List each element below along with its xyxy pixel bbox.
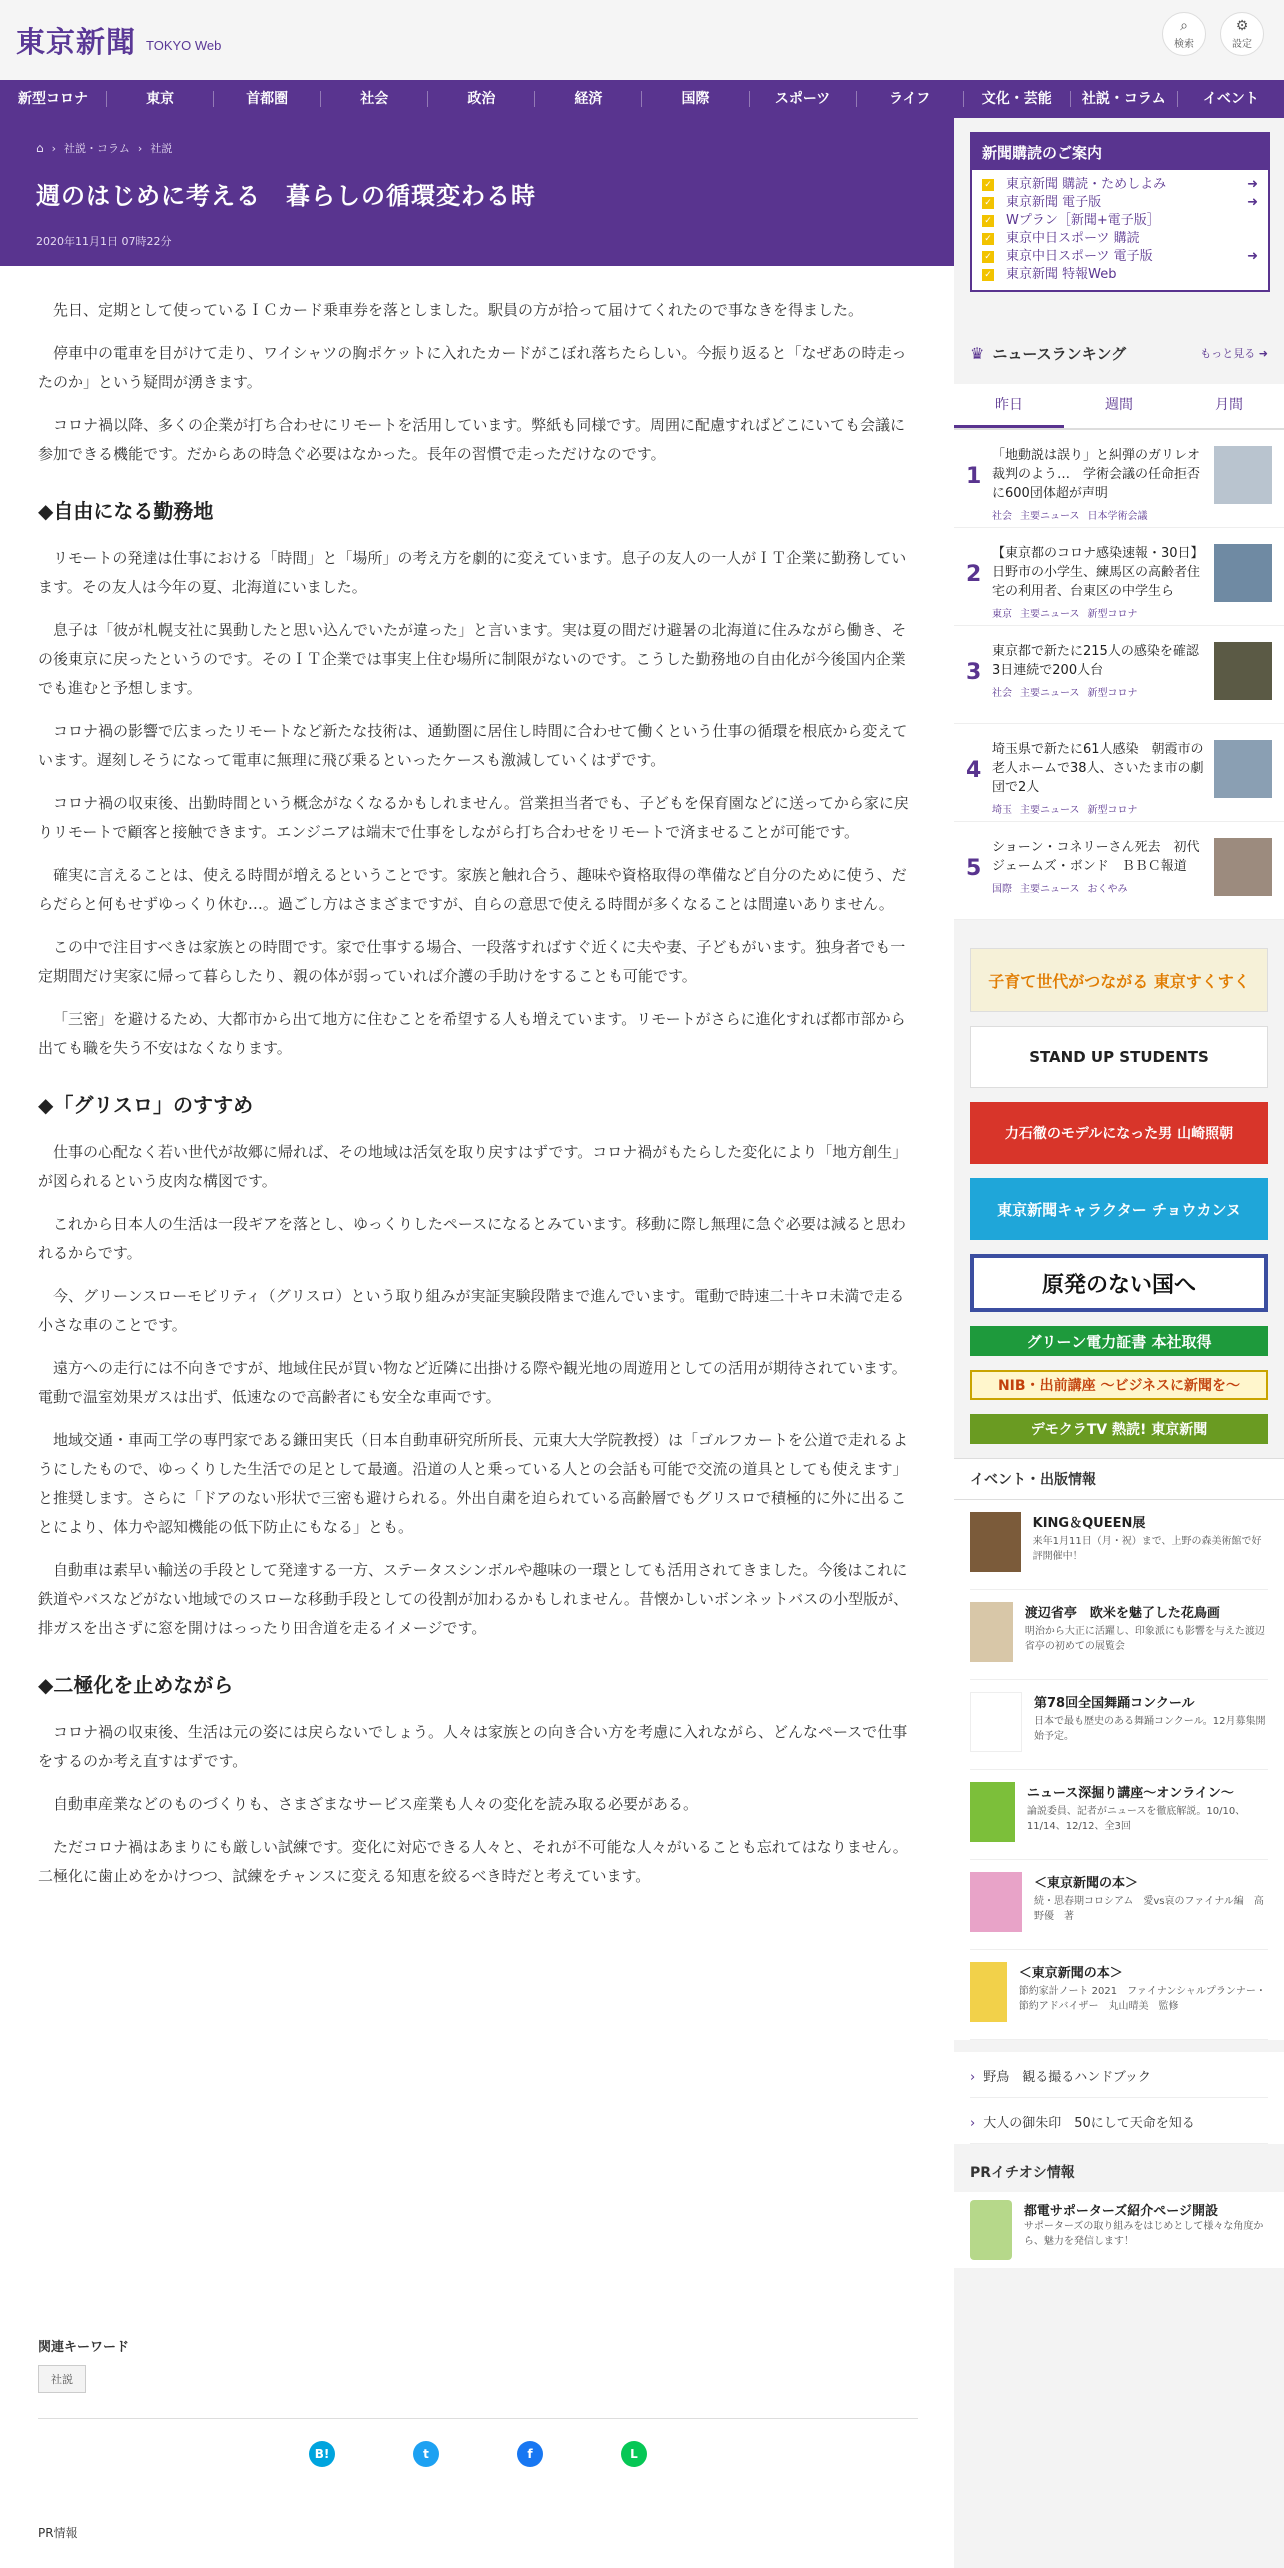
nav-item-culture[interactable]: 文化・芸能 bbox=[964, 91, 1071, 107]
ranking-item[interactable] bbox=[954, 528, 1284, 626]
subscribe-link[interactable]: ✓ 東京新聞 購読・ためしよみ ➜ bbox=[982, 176, 1258, 194]
section-heading: ◆二極化を止めながら bbox=[38, 1673, 234, 1697]
search-button[interactable]: ⌕ 検索 bbox=[1162, 12, 1206, 56]
breadcrumb: ⌂ › 社説・コラム › 社説 bbox=[36, 141, 173, 155]
section-heading: ◆自由になる勤務地 bbox=[38, 499, 214, 523]
nav-item-politics[interactable]: 政治 bbox=[428, 91, 535, 107]
ranking-item[interactable] bbox=[954, 430, 1284, 528]
check-icon: ✓ bbox=[982, 269, 994, 281]
search-icon: ⌕ bbox=[1180, 17, 1188, 34]
paragraph: この中で注目すべきは家族との時間です。家で仕事する場合、一段落すればすぐ近くに夫や妻、子どもがいます。独身者でも一定期間だけ実家に帰って暮らしたり、親の体が弱っていれば介護の手助けをすることも可能です。 bbox=[38, 938, 906, 985]
tag[interactable]: 社会 bbox=[992, 511, 1012, 522]
subscribe-link[interactable]: ✓ 東京中日スポーツ 電子版 ➜ bbox=[982, 248, 1258, 266]
subscribe-box bbox=[970, 132, 1270, 292]
check-icon: ✓ bbox=[982, 197, 994, 209]
ranking-header bbox=[954, 340, 1284, 366]
paragraph: 地域交通・車両工学の専門家である鎌田実氏（日本自動車研究所所長、元東大大学院教授）は「ゴルフカートを公道で走れるようにしたもので、ゆっくりした生活での足として最適。沿道の人と乗っている人との会話も可能で交流の道具としても使えます」と推奨します。さらに「ドアのない形状で三密も避けられる。外出自粛を迫られている高齢層でもグリスロで積極的に外に出ることにより、体力や認知機能の低下防止にもなる」とも。 bbox=[38, 1431, 908, 1536]
main-content bbox=[0, 266, 954, 2568]
line-share-icon[interactable]: L bbox=[621, 2441, 647, 2467]
page-title: 週のはじめに考える 暮らしの循環変わる時 bbox=[36, 182, 536, 210]
settings-button[interactable]: ⚙ 設定 bbox=[1220, 12, 1264, 56]
global-nav bbox=[0, 80, 1284, 118]
chevron-right-icon: › bbox=[970, 2116, 976, 2131]
rank-headline: 東京都で新たに215人の感染を確認 3日連続で200人台 bbox=[992, 644, 1212, 678]
event-item[interactable]: KING＆QUEEN展 来年1月11日（月・祝）まで、上野の森美術館で好評開催中！ bbox=[970, 1500, 1268, 1590]
nav-item-economy[interactable]: 経済 bbox=[535, 91, 642, 107]
banner-chokannu[interactable]: 東京新聞キャラクター チョウカンヌ bbox=[970, 1178, 1268, 1240]
banner-democra-tv[interactable]: デモクラTV 熱読! 東京新聞 bbox=[970, 1414, 1268, 1444]
breadcrumb-item[interactable]: 社説 bbox=[150, 142, 173, 155]
pr-label: PR情報 bbox=[38, 2526, 78, 2540]
login-arrow-icon: ➜ bbox=[1247, 177, 1258, 192]
tab-daily[interactable]: 昨日 bbox=[954, 384, 1064, 428]
banner-green-power[interactable]: グリーン電力証書 本社取得 bbox=[970, 1326, 1268, 1356]
home-icon[interactable]: ⌂ bbox=[36, 141, 44, 155]
tag[interactable]: 社会 bbox=[992, 688, 1012, 699]
banner-sukusuku[interactable]: 子育て世代がつながる 東京すくすく bbox=[970, 948, 1268, 1012]
tag[interactable]: 日本学術会議 bbox=[1087, 511, 1148, 522]
rank-number: 2 bbox=[966, 562, 982, 587]
nav-item-society[interactable]: 社会 bbox=[321, 91, 428, 107]
rank-thumbnail bbox=[1214, 838, 1272, 896]
paragraph: 今、グリーンスローモビリティ（グリスロ）という取り組みが実証実験段階まで進んでいます。電動で時速二十キロ未満で走る小さな車のことです。 bbox=[38, 1287, 905, 1334]
article-hero bbox=[0, 118, 954, 266]
facebook-share-icon[interactable]: f bbox=[517, 2441, 543, 2467]
site-header bbox=[0, 0, 1284, 80]
paragraph: 自動車は素早い輸送の手段として発達する一方、ステータスシンボルや趣味の一環としても活用されてきました。今後はこれに鉄道やバスなどがない地域でのスローな移動手段としての役割が加わるかもしれません。昔懐かしいボンネットバスの小型版が、排ガスを出さずに窓を開けはっったり田舎道を走るイメージです。 bbox=[38, 1561, 909, 1637]
chevron-right-icon: › bbox=[970, 2070, 976, 2085]
paragraph: ただコロナ禍はあまりにも厳しい試練です。変化に対応できる人々と、それが不可能な人々がいることも忘れてはなりません。二極化に歯止めをかけつつ、試練をチャンスに変える知恵を絞るべき時だと考えています。 bbox=[38, 1838, 908, 1885]
banner-standup-students[interactable]: STAND UP STUDENTS bbox=[970, 1026, 1268, 1088]
banner-list bbox=[954, 920, 1284, 1444]
tag[interactable]: 新型コロナ bbox=[1087, 805, 1138, 816]
subscribe-link[interactable]: ✓ 東京新聞 電子版 ➜ bbox=[982, 194, 1258, 212]
event-thumbnail bbox=[970, 1872, 1022, 1932]
event-item[interactable]: ニュース深掘り講座～オンライン～ 論説委員、記者がニュースを徹底解説。10/10、11/14、12/12、全3回 bbox=[970, 1770, 1268, 1860]
subscribe-link[interactable]: ✓ 東京新聞 特報Web bbox=[982, 266, 1258, 284]
site-logo[interactable]: 東京新聞 bbox=[16, 24, 137, 59]
subscribe-link[interactable]: ✓ 東京中日スポーツ 購読 bbox=[982, 230, 1258, 248]
banner-yamazaki[interactable]: 力石徹のモデルになった男 山崎照朝 bbox=[970, 1102, 1268, 1164]
paragraph: 「三密」を避けるため、大都市から出て地方に住むことを希望する人も増えています。リモートがさらに進化すれば都市部から出ても職を失う不安はなくなります。 bbox=[38, 1010, 906, 1057]
event-thumbnail bbox=[970, 1692, 1022, 1752]
event-item[interactable]: ＜東京新聞の本＞ 続・思春期コロシアム 愛vs哀のファイナル編 高野優 著 bbox=[970, 1860, 1268, 1950]
book-links bbox=[954, 2052, 1284, 2144]
paragraph: リモートの発達は仕事における「時間」と「場所」の考え方を劇的に変えています。息子の友人の一人がＩＴ企業に勤務しています。その友人は今年の夏、北海道にいました。 bbox=[38, 549, 907, 596]
twitter-share-icon[interactable]: t bbox=[413, 2441, 439, 2467]
events-list bbox=[954, 1500, 1284, 2040]
ranking-item[interactable] bbox=[954, 724, 1284, 822]
login-arrow-icon: ➜ bbox=[1247, 249, 1258, 264]
events-title: イベント・出版情報 bbox=[954, 1458, 1284, 1500]
ranking-list bbox=[954, 430, 1284, 920]
tag[interactable]: おくやみ bbox=[1087, 884, 1128, 895]
keyword-tag[interactable]: 社説 bbox=[38, 2365, 86, 2393]
rank-headline: ショーン・コネリーさん死去 初代ジェームズ・ボンド ＢＢＣ報道 bbox=[992, 840, 1200, 874]
rank-headline: 埼玉県で新たに61人感染 朝霞市の老人ホームで38人、さいたま市の劇団で2人 bbox=[992, 742, 1204, 795]
rank-number: 1 bbox=[966, 464, 982, 489]
tag[interactable]: 東京 bbox=[992, 609, 1012, 620]
nav-item-international[interactable]: 国際 bbox=[642, 91, 749, 107]
pr-pickup-item[interactable]: 都電サポーターズ紹介ページ開設 サポーターズの取り組みをはじめとして様々な角度から、魅力を発信します！ bbox=[954, 2192, 1284, 2268]
ranking-title: ニュースランキング bbox=[992, 344, 1127, 363]
banner-no-nuclear[interactable]: 原発のない国へ bbox=[970, 1254, 1268, 1312]
check-icon: ✓ bbox=[982, 179, 994, 191]
article-body bbox=[0, 266, 954, 1891]
ranking-item[interactable] bbox=[954, 626, 1284, 724]
paragraph: 確実に言えることは、使える時間が増えるということです。家族と触れ合う、趣味や資格取得の準備など自分のために使う、だらだらと何もせずゆっくり休む…。過ごし方はさまざまですが、自らの意思で使える時間が多くなることは間違いありません。 bbox=[38, 866, 907, 913]
nav-item-events[interactable]: イベント bbox=[1202, 91, 1259, 107]
gear-icon: ⚙ bbox=[1235, 17, 1249, 34]
pr-pickup-title: PRイチオシ情報 bbox=[954, 2144, 1284, 2192]
banner-nib[interactable]: NIB・出前講座 ～ビジネスに新聞を～ bbox=[970, 1370, 1268, 1400]
rank-thumbnail bbox=[1214, 740, 1272, 798]
nav-item-editorial[interactable]: 社説・コラム bbox=[1071, 91, 1178, 107]
ranking-item[interactable] bbox=[954, 822, 1284, 920]
event-thumbnail bbox=[970, 1602, 1013, 1662]
nav-item-metropolitan[interactable]: 首都圏 bbox=[214, 91, 321, 107]
rank-thumbnail bbox=[1214, 544, 1272, 602]
rank-number: 5 bbox=[966, 856, 982, 881]
share-bar bbox=[38, 2418, 918, 2467]
rank-number: 4 bbox=[966, 758, 982, 783]
event-item[interactable]: 渡辺省亭 欧米を魅了した花鳥画 明治から大正に活躍し、印象派にも影響を与えた渡辺省亭の初めての展覧会 bbox=[970, 1590, 1268, 1680]
paragraph: 仕事の心配なく若い世代が故郷に帰れば、その地域は活気を取り戻すはずです。コロナ禍がもたらした変化により「地方創生」が図られるという皮肉な構図です。 bbox=[38, 1143, 908, 1190]
paragraph: 自動車産業などのものづくりも、さまざまなサービス産業も人々の変化を読み取る必要がある。 bbox=[53, 1795, 699, 1813]
event-item[interactable]: ＜東京新聞の本＞ 節約家計ノート 2021 ファイナンシャルプランナー・節約アドバイザー 丸山晴美 監修 bbox=[970, 1950, 1268, 2040]
ranking-more-link[interactable]: もっと見る ➜ bbox=[1200, 347, 1268, 360]
login-arrow-icon: ➜ bbox=[1247, 195, 1258, 210]
event-item[interactable]: 第78回全国舞踊コンクール 日本で最も歴史のある舞踊コンクール。12月募集開始予定。 bbox=[970, 1680, 1268, 1770]
tag[interactable]: 主要ニュース bbox=[1020, 884, 1080, 895]
tag[interactable]: 新型コロナ bbox=[1087, 609, 1138, 620]
site-logo-sub: TOKYO Web bbox=[146, 37, 222, 53]
book-link[interactable]: › 大人の御朱印 50にして天命を知る bbox=[970, 2098, 1268, 2144]
paragraph: 息子は「彼が札幌支社に異動したと思い込んでいたが違った」と言います。実は夏の間だけ避暑の北海道に住みながら働き、その後東京に戻ったというのです。そのＩＴ企業では事実上住む場所に制限がないのです。こうした勤務地の自由化が今後国内企業でも進むと予想します。 bbox=[38, 621, 907, 697]
paragraph: 先日、定期として使っているＩＣカード乗車券を落としました。駅員の方が拾って届けてくれたので事なきを得ました。 bbox=[53, 301, 864, 319]
nav-item-corona[interactable]: 新型コロナ bbox=[0, 91, 107, 107]
subscribe-link[interactable]: ✓ Wプラン［新聞+電子版］ bbox=[982, 212, 1258, 230]
related-keywords bbox=[38, 2336, 918, 2393]
paragraph: コロナ禍の影響で広まったリモートなど新たな技術は、通勤圏に居住し時間に合わせて働くという仕事の循環を根底から変えています。遅刻しそうになって電車に無理に飛び乗るといったケースも激減していくはずです。 bbox=[38, 722, 908, 769]
tag[interactable]: 主要ニュース bbox=[1020, 609, 1080, 620]
subscribe-title: 新聞購読のご案内 bbox=[972, 134, 1268, 170]
sidebar bbox=[954, 118, 1284, 2568]
tab-weekly[interactable]: 週間 bbox=[1105, 397, 1133, 413]
paragraph: コロナ禍の収束後、生活は元の姿には戻らないでしょう。人々は家族との向き合い方を考慮に入れながら、どんなペースで仕事をするのか考え直すはずです。 bbox=[38, 1723, 908, 1770]
rank-thumbnail bbox=[1214, 642, 1272, 700]
check-icon: ✓ bbox=[982, 215, 994, 227]
event-thumbnail bbox=[970, 1962, 1007, 2022]
paragraph: これから日本人の生活は一段ギアを落とし、ゆっくりしたペースになるとみています。移動に際し無理に急ぐ必要は減ると思われるからです。 bbox=[38, 1215, 906, 1262]
paragraph: 停車中の電車を目がけて走り、ワイシャツの胸ポケットに入れたカードがこぼれ落ちたらしい。今振り返ると「なぜあの時走ったのか」という疑問が湧きます。 bbox=[38, 344, 907, 391]
publish-date: 2020年11月1日 07時22分 bbox=[36, 235, 172, 248]
event-thumbnail bbox=[970, 1512, 1021, 1572]
tag[interactable]: 埼玉 bbox=[992, 805, 1012, 816]
breadcrumb-item[interactable]: 社説・コラム bbox=[64, 142, 130, 155]
keywords-label: 関連キーワード bbox=[38, 2340, 130, 2355]
pr-thumbnail bbox=[970, 2200, 1012, 2260]
event-thumbnail bbox=[970, 1782, 1015, 1842]
tab-monthly[interactable]: 月間 bbox=[1215, 397, 1243, 413]
hatena-share-icon[interactable]: B! bbox=[309, 2441, 335, 2467]
nav-item-sports[interactable]: スポーツ bbox=[750, 91, 857, 107]
rank-thumbnail bbox=[1214, 446, 1272, 504]
rank-headline: 【東京都のコロナ感染速報・30日】日野市の小学生、練馬区の高齢者住宅の利用者、台東区の中学生ら bbox=[992, 546, 1204, 599]
paragraph: コロナ禍の収束後、出勤時間という概念がなくなるかもしれません。営業担当者でも、子どもを保育園などに送ってから家に戻りリモートで顧客と接触できます。エンジニアは端末で仕事をしながら打ち合わせをリモートで済ませることが可能です。 bbox=[38, 794, 909, 841]
paragraph: コロナ禍以降、多くの企業が打ち合わせにリモートを活用しています。弊紙も同様です。周囲に配慮すればどこにいても会議に参加できる機能です。だからあの時急ぐ必要はなかった。長年の習慣で走っただけなのです。 bbox=[38, 416, 906, 463]
rank-headline: 「地動説は誤り」と糾弾のガリレオ裁判のよう… 学術会議の任命拒否に600団体超が声明 bbox=[992, 448, 1201, 501]
nav-item-life[interactable]: ライフ bbox=[857, 91, 964, 107]
check-icon: ✓ bbox=[982, 233, 994, 245]
rank-number: 3 bbox=[966, 660, 982, 685]
tag[interactable]: 新型コロナ bbox=[1087, 688, 1138, 699]
tag[interactable]: 主要ニュース bbox=[1020, 805, 1080, 816]
ranking-tabs bbox=[954, 384, 1284, 430]
tag[interactable]: 国際 bbox=[992, 884, 1012, 895]
book-link[interactable]: › 野鳥 観る撮るハンドブック bbox=[970, 2052, 1268, 2098]
nav-item-tokyo[interactable]: 東京 bbox=[107, 91, 214, 107]
tag[interactable]: 主要ニュース bbox=[1020, 511, 1080, 522]
check-icon: ✓ bbox=[982, 251, 994, 263]
section-heading: ◆「グリスロ」のすすめ bbox=[38, 1093, 254, 1117]
crown-icon: ♛ bbox=[970, 343, 985, 363]
tag[interactable]: 主要ニュース bbox=[1020, 688, 1080, 699]
paragraph: 遠方への走行には不向きですが、地域住民が買い物など近隣に出掛ける際や観光地の周遊用としての活用が期待されています。電動で温室効果ガスは出ず、低速なので高齢者にも安全な車両です。 bbox=[38, 1359, 907, 1406]
